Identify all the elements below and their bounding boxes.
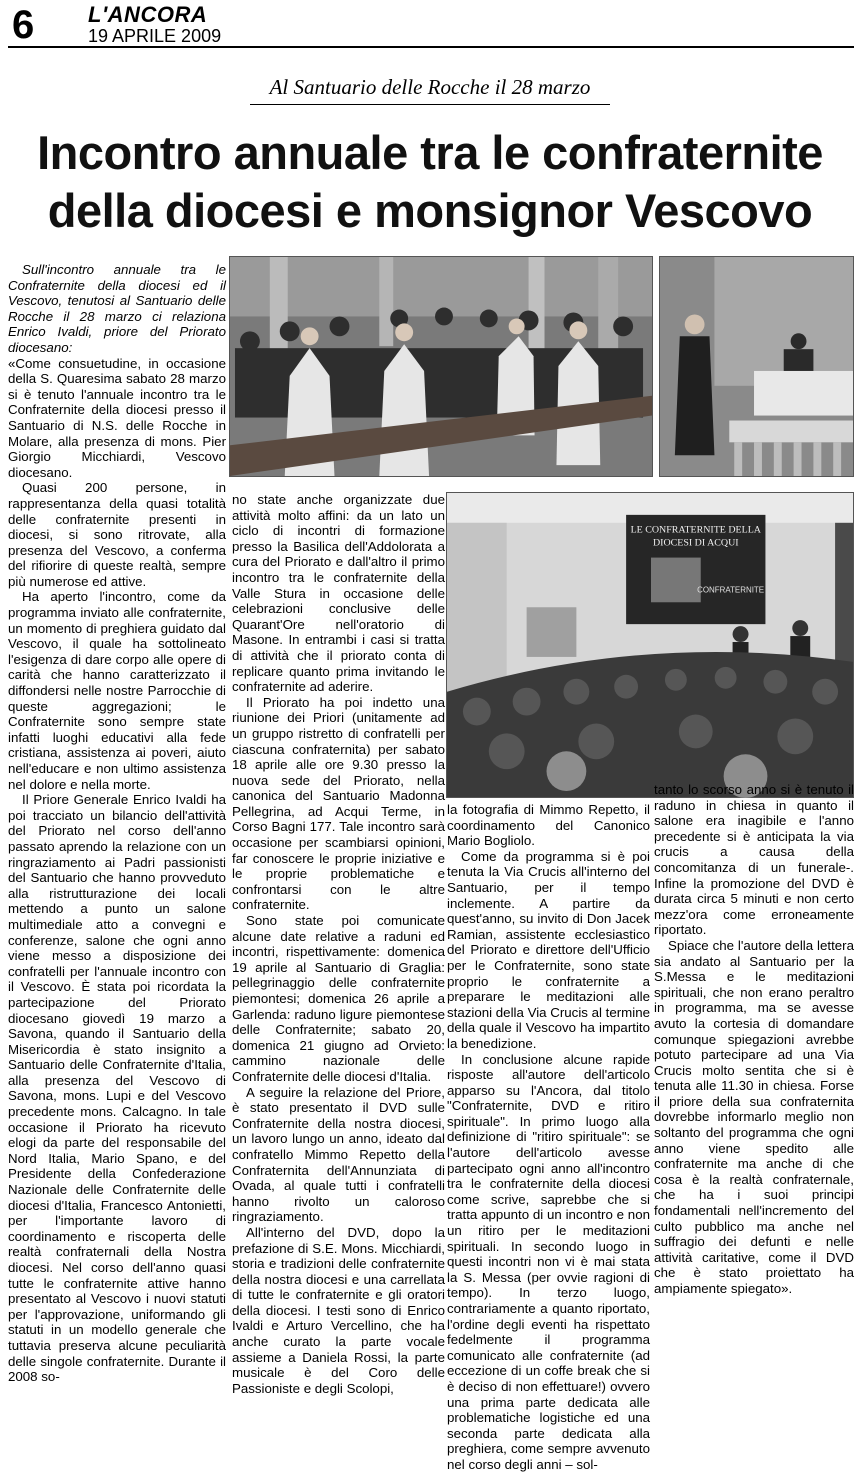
- article-kicker: Al Santuario delle Rocche il 28 marzo: [250, 74, 610, 105]
- paragraph: «Come consuetudine, in occasione della S. Quaresima sabato 28 marzo si è tenuto l'annuale incontro tra le Confraternite della diocesi presso il Santuario di N.S. delle Rocche in Molare, alla presenza di mons. Pier Giorgio Micchiardi, Vescovo diocesano.: [8, 355, 226, 480]
- headline-line-1: Incontro annuale tra le confraternite: [37, 126, 823, 179]
- paragraph: Quasi 200 persone, in rappresentanza della quasi totalità delle confraternite presenti in diocesi, si sono ritrovate, alla presenza del Vescovo, a conferma del rifiorire di queste realtà, sempre più numerose ed attive.: [8, 480, 226, 589]
- slide-subtitle: CONFRATERNITE: [697, 585, 765, 595]
- article-column-3: [447, 802, 650, 1472]
- slide-title-2: DIOCESI DI ACQUI: [652, 537, 739, 549]
- slide-title-1: LE CONFRATERNITE DELLA: [630, 524, 761, 536]
- headline-line-2: della diocesi e monsignor Vescovo: [47, 184, 813, 237]
- article-column-4: [654, 782, 854, 1452]
- newspaper-name: L'ANCORA: [88, 2, 208, 27]
- paragraph: la fotografia di Mimmo Repetto, il coordinamento del Canonico Mario Bogliolo.: [447, 802, 650, 849]
- issue-date: 19 APRILE 2009: [88, 26, 222, 46]
- paragraph: Spiace che l'autore della lettera sia andato al Santuario per la S.Messa e le meditazioni spirituali, che non erano peraltro in programma, ma se avesse avuto la cortesia di domandare comunque spiegazioni avrebbe potuto partecipare ad una Via Crucis molto sentita che si è tenuta alle 11.30 in chiesa. Forse il priore della sua confraternita dovrebbe informarlo meglio non soltanto del programma che ogni anno viene spedito alle confraternite ma anche di che cosa è la realtà confraternale, che ha i suoi principi fondamentali nell'incremento del culto pubblico ma anche nel suffragio dei defunti e nelle attività caritative, come il DVD che è stato proiettato ha ampiamente spiegato».: [654, 937, 854, 1296]
- article-column-1: [8, 262, 226, 1452]
- paragraph: All'interno del DVD, dopo la prefazione di S.E. Mons. Micchiardi, storia e tradizioni delle confraternite della nostra diocesi e una carrellata di tutte le confraternite e gli oratori della diocesi. I testi sono di Enrico Ivaldi e Arturo Vercellino, che ha anche curato la parte vocale assieme a Daniela Rossi, la parte musicale è del Coro delle Passioniste e degli Scolopi,: [232, 1224, 445, 1396]
- paragraph: no state anche organizzate due attività molto affini: da un lato un ciclo di incontri di formazione presso la Basilica dell'Addolorata a cura del Priorato e dall'altro il primo incontro tra le confraternite della Valle Stura in occasione delle celebrazioni conclusive delle Quarant'Ore nell'oratorio di Masone. In entrambi i casi si tratta di attività che il priorato conta di replicare quanto prima invitando le confraternite ad aderire.: [232, 492, 445, 695]
- paragraph: Il Priorato ha poi indetto una riunione dei Priori (unitamente ad un gruppo ristretto di confratelli per ciascuna confraternita) per sabato 18 aprile alle ore 9.30 presso la nuova sede del Priorato, nella canonica del Santuario Madonna Pellegrina, ad Acqui Terme, in Corso Bagni 177. Tale incontro sarà occasione per scambiarsi opinioni, far conoscere le proprie iniziative e le proprie problematiche e confrontarsi con le altre confraternite.: [232, 694, 445, 913]
- paragraph: A seguire la relazione del Priore, è stato presentato il DVD sulle Confraternite della nostra diocesi, un lavoro lungo un anno, ideato dal confratello Mimmo Repetto della Confraternita dell'Annunziata di Ovada, al quale tutti i confratelli hanno rivolto un caloroso ringraziamento.: [232, 1084, 445, 1225]
- masthead: [8, 2, 854, 48]
- article-column-2: [232, 492, 445, 1452]
- article-lead: Sull'incontro annuale tra le Confraternite della diocesi ed il Vescovo, tenutosi al Santuario delle Rocche il 28 marzo ci relaziona Enrico Ivaldi, priore del Priorato diocesano:: [8, 262, 226, 355]
- paragraph: Ha aperto l'incontro, come da programma inviato alle confraternite, un momento di preghiera guidato dal Vescovo, il quale ha sottolineato l'esigenza di dare corpo alle opere di carità che hanno caratterizzato il diffondersi nelle nostre Parrocchie di queste aggregazioni; le Confraternite sono sempre state infatti luoghi educativi alla fede cristiana, assistenza ai poveri, aiuto nell'educare e non ultimo assistenza nel dolore e nella morte.: [8, 589, 226, 792]
- page-number: 6: [12, 3, 35, 47]
- paragraph: In conclusione alcune rapide risposte all'autore dell'articolo apparso su l'Ancora, dal titolo "Confraternite, DVD e ritiro spirituale". In primo luogo alla definizione di "ritiro spirituale": se l'autore dell'articolo avesse partecipato ogni anno all'incontro tra le confraternite della diocesi come scrive, saprebbe che si tratta appunto di un incontro e non un ritiro per le meditazioni spirituali. In secondo luogo in questi incontri non vi è mai stata la S. Messa (per ovvie ragioni di tempo). In terzo luogo, contrariamente a quanto riportato, l'ordine degli eventi ha rispettato fedelmente il programma comunicato alle confraternite (ad eccezione di un coffe break che si è deciso di non effettuare!) ovvero una prima parte dedicata alle problematiche logistiche ed una seconda parte dedicata alla preghiera, come sempre avvenuto nel corso degli anni – sol-: [447, 1051, 650, 1472]
- paragraph: Il Priore Generale Enrico Ivaldi ha poi tracciato un bilancio dell'attività del Priorato nel corso dell'anno passato aprendo la relazione con un ringraziamento ai Padri passionisti del Santuario che hanno provveduto alla ristrutturazione dei locali mettendo a punto un salone multimediale atto a convegni e conferenze, salone che ogni anno viene messo a disposizione dei confratelli per l'annuale incontro con il Vescovo. È stata poi ricordata la partecipazione del Priorato diocesano giovedì 19 marzo a Savona, quando il Santuario della Misericordia è stato insignito a Santuario delle Confraternite d'Italia, alla presenza del Vescovo di Savona, mons. Lupi e del Vescovo precedente mons. Calcagno. In tale occasione il Priorato ha ricevuto elogi da parte del responsabile del Nord Italia, Mario Spano, e del Presidente della Confederazione Nazionale delle Confraternite delle diocesi d'Italia, Francesco Antonietti, per l'importante lavoro di coordinamento e riscoperta delle realtà confraternali della Nostra diocesi. Nel corso dell'anno quasi tutte le confraternite attive hanno presentato al Vescovo i nuovi statuti per l'approvazione, uniformando gli statuti in un modello generale che tuttavia preserva alcune peculiarità delle singole confraternite. Durante il 2008 so-: [8, 792, 226, 1385]
- paragraph: Come da programma si è poi tenuta la Via Crucis all'interno del Santuario, per il tempo inclemente. A partire da quest'anno, su invito di Don Jacek Ramian, assistente ecclesiastico del Priorato e direttore dell'Ufficio per le Confraternite, sono state proprio le confraternite a preparare le meditazioni alle stazioni della Via Crucis al termine della quale il Vescovo ha impartito la benedizione.: [447, 848, 650, 1051]
- paragraph: Sono state poi comunicate alcune date relative a raduni ed incontri, rispettivamente: domenica 19 aprile al Santuario di Graglia: pellegrinaggio delle confraternite piemontesi; domenica 26 aprile a Garlenda: raduno ligure piemontese delle Confraternite; sabato 20, domenica 21 giugno ad Orvieto: cammino nazionale delle Confraternite delle diocesi d'Italia.: [232, 913, 445, 1084]
- photo-altar: [659, 256, 854, 477]
- article-headline: [0, 124, 860, 240]
- photo-conference-room: [446, 492, 854, 798]
- paragraph: tanto lo scorso anno si è tenuto il raduno in chiesa in quanto il salone era inagibile e l'anno precedente si è anticipata la via crucis a causa della concomitanza di un funerale-. Infine la promozione del DVD è durata circa 5 minuti e non certo mezz'ora come erroneamente riportato.: [654, 782, 854, 938]
- photo-procession: [229, 256, 653, 477]
